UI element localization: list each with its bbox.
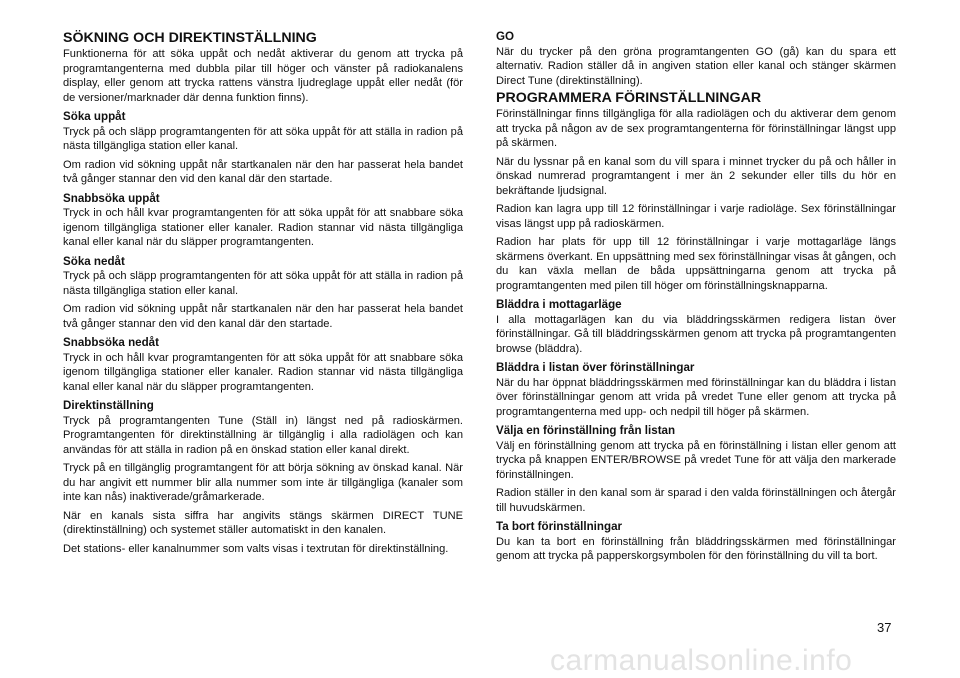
paragraph: Om radion vid sökning uppåt når startkanalen när den har passerat hela bandet två gånger stannar den vid den kanal där den startade. [63,303,463,330]
paragraph: Det stations- eller kanalnummer som valts visas i textrutan för direktinställning. [63,542,449,555]
watermark: carmanualsonline.info [550,644,853,677]
subsection-heading: Snabbsöka uppåt [63,191,160,205]
page-number: 37 [877,620,892,635]
right-column [496,30,896,564]
paragraph: När du trycker på den gröna programtangenten GO (gå) kan du spara ett alternativ. Radion ställer då in angiven station eller kanal och stänger skärmen Direct Tune (direktinställning). [496,45,896,87]
paragraph: Förinställningar finns tillgängliga för alla radiolägen och du aktiverar dem genom att trycka på någon av de sex programtangenterna för förinställningar längst upp på skärmen. [496,108,896,149]
paragraph: När du har öppnat bläddringsskärmen med förinställningar kan du bläddra i listan över förinställningar genom att vrida på vredet Tune eller genom att trycka på programtangenterna med upp- och nedpil till höger på skärmen. [496,376,896,418]
paragraph: När du lyssnar på en kanal som du vill spara i minnet trycker du på och håller in önskad numrerad programtangent i mer än 2 sekunder eller tills du hör en bekräftande ljudsignal. [496,155,896,197]
paragraph: Radion ställer in den kanal som är sparad i den valda förinställningen och återgår till huvudskärmen. [496,487,896,514]
subsection-heading: Snabbsöka nedåt [63,336,159,349]
subsection-heading: Söka uppåt [63,110,126,123]
section-heading: SÖKNING OCH DIREKTINSTÄLLNING [63,30,317,46]
paragraph: Radion kan lagra upp till 12 förinställningar i varje radioläge. Sex förinställningar visas längst upp på radioskärmen. [496,203,896,230]
paragraph: Tryck på och släpp programtangenten för att söka uppåt för att ställa in radion på nästa tillgängliga station eller kanal. [63,125,463,152]
subsection-heading: Välja en förinställning från listan [496,424,676,437]
paragraph: Tryck på och släpp programtangenten för att söka uppåt för att ställa in radion på nästa tillgängliga station eller kanal. [63,270,463,297]
paragraph: Tryck på en tillgänglig programtangent för att börja sökning av önskad kanal. När du har angivit ett nummer blir alla nummer som inte är tillgängliga (kanaler som inte kan nås) inaktiverade/gråmarkerade. [63,462,463,503]
paragraph: När en kanals sista siffra har angivits stängs skärmen DIRECT TUNE (direktinställning) och systemet ställer automatiskt in den kanalen. [63,509,463,536]
paragraph: Tryck på programtangenten Tune (Ställ in) längst ned på radioskärmen. Programtangenten för direktinställning är tillgänglig i alla radiolägen och kan användas för att ställa in radion på en önskad station eller kanal direkt. [63,414,463,456]
subsection-heading: Direktinställning [63,399,154,412]
paragraph: Välj en förinställning genom att trycka på en förinställning i listan eller genom att trycka på knappen ENTER/BROWSE på vredet Tune för att välja den markerade förinställningen. [496,439,896,481]
subsection-heading: Ta bort förinställningar [496,520,623,533]
paragraph: Radion har plats för upp till 12 förinställningar i varje mottagarläge längs skärmens överkant. En uppsättning med sex förinställningar visas åt gången, och du kan växla mellan de båda uppsättningarna genom att trycka på programtangenten med pilen till höger om förinställningsknapparna. [496,236,896,292]
subsection-heading: Söka nedåt [63,254,125,268]
paragraph: Om radion vid sökning uppåt når startkanalen när den har passerat hela bandet två gånger stannar den vid den kanal där den startade. [63,158,463,185]
subsection-heading: GO [496,30,515,43]
section-heading: PROGRAMMERA FÖRINSTÄLLNINGAR [496,90,762,106]
left-column [63,30,463,556]
paragraph: Tryck in och håll kvar programtangenten för att söka uppåt för att snabbare söka igenom tillgängliga stationer eller kanaler. Radion stannar vid nästa tillgängliga kanal eller kanal när du släpper programtangenten. [63,207,463,248]
paragraph: Tryck in och håll kvar programtangenten för att söka uppåt för att snabbare söka igenom tillgängliga stationer eller kanaler. Radion stannar vid nästa tillgängliga kanal eller kanal när du släpper programtangenten. [63,351,463,393]
paragraph: I alla mottagarlägen kan du via bläddringsskärmen redigera listan över förinställningar. Gå till bläddringsskärmen genom att trycka på programtangenten browse (bläddra). [496,313,896,355]
paragraph: Du kan ta bort en förinställning från bläddringsskärmen med förinställningar genom att trycka på papperskorgsymbolen för den förinställning du vill ta bort. [496,535,896,562]
paragraph: Funktionerna för att söka uppåt och nedåt aktiverar du genom att trycka på programtangenterna med dubbla pilar till höger och vänster på radiokanalens display, eller genom att trycka rattens vänstra ljudreglage uppåt eller nedåt (för de versioner/marknader där denna funktion finns). [63,48,463,104]
subsection-heading: Bläddra i listan över förinställningar [496,361,695,374]
subsection-heading: Bläddra i mottagarläge [496,298,622,311]
